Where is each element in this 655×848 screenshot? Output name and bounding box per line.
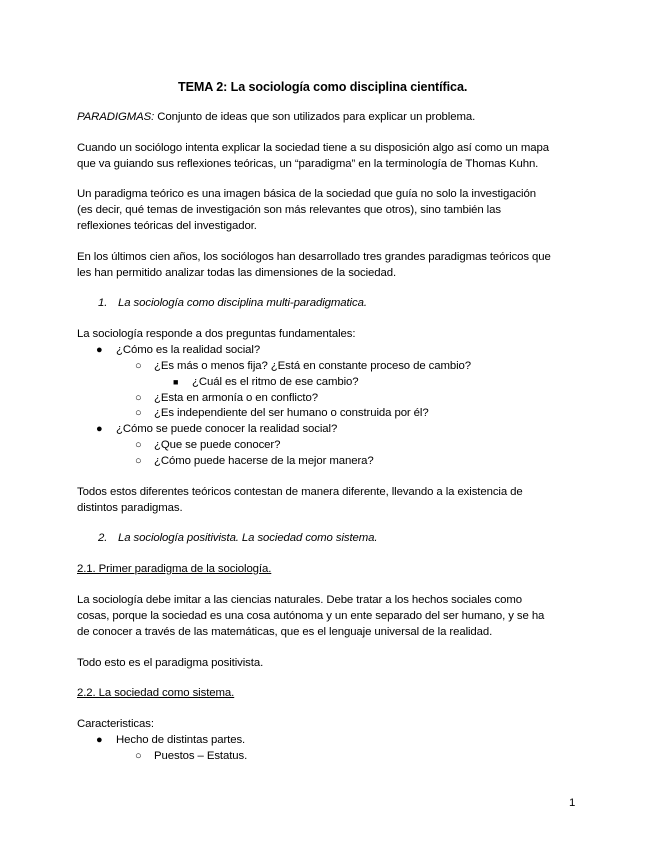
paragraph-line: distintos paradigmas. <box>77 502 183 514</box>
section-2-number: 2. <box>98 532 108 544</box>
disc-bullet-icon: ● <box>96 734 103 746</box>
caracteristicas-label: Caracteristicas: <box>77 718 154 730</box>
circle-bullet-icon: ○ <box>135 750 142 762</box>
paragraph-line: les han permitido analizar todas las dimensiones de la sociedad. <box>77 267 397 279</box>
paragraph-line: Cuando un sociólogo intenta explicar la sociedad tiene a su disposición algo así como un mapa <box>77 142 549 154</box>
paragraph-line: reflexiones teóricas del investigador. <box>77 220 257 232</box>
paradigmas-definition <box>77 110 475 124</box>
section-2-title: La sociología positivista. La sociedad como sistema. <box>118 532 378 544</box>
circle-bullet-icon: ○ <box>135 455 142 467</box>
circle-bullet-icon: ○ <box>135 392 142 404</box>
circle-bullet-icon: ○ <box>135 360 142 372</box>
paragraph-line: Todo esto es el paradigma positivista. <box>77 657 264 669</box>
paragraph-line: Un paradigma teórico es una imagen básica de la sociedad que guía no solo la investigación <box>77 188 536 200</box>
list-item: ¿Que se puede conocer? <box>154 439 281 451</box>
paradigmas-term: PARADIGMAS: <box>77 111 155 123</box>
list-item: ¿Es más o menos fija? ¿Está en constante proceso de cambio? <box>154 360 471 372</box>
paragraph-line: de conocer a través de las matemáticas, que es el lenguaje universal de la realidad. <box>77 626 493 638</box>
paradigmas-text: Conjunto de ideas que son utilizados para explicar un problema. <box>154 111 476 123</box>
paragraph-line: cosas, porque la sociedad es una cosa autónoma y un ente separado del ser humano, y se ha <box>77 610 545 622</box>
list-item: ¿Cómo se puede conocer la realidad social? <box>116 423 338 435</box>
circle-bullet-icon: ○ <box>135 407 142 419</box>
paragraph-line: que va guiando sus reflexiones teóricas, un “paradigma” en la terminología de Thomas Kuhn. <box>77 158 539 170</box>
section-1-title: La sociología como disciplina multi-paradigmatica. <box>118 297 367 309</box>
questions-intro: La sociología responde a dos preguntas fundamentales: <box>77 328 356 340</box>
list-item: ¿Cómo es la realidad social? <box>116 344 261 356</box>
subsection-2-2-heading: 2.2. La sociedad como sistema. <box>77 687 235 699</box>
section-1-number: 1. <box>98 297 108 309</box>
paragraph-line: En los últimos cien años, los sociólogos han desarrollado tres grandes paradigmas teóricos que <box>77 251 551 263</box>
square-bullet-icon: ■ <box>173 377 179 387</box>
circle-bullet-icon: ○ <box>135 439 142 451</box>
list-item: ¿Cuál es el ritmo de ese cambio? <box>192 376 359 388</box>
subsection-2-1-heading: 2.1. Primer paradigma de la sociología. <box>77 563 272 575</box>
disc-bullet-icon: ● <box>96 344 103 356</box>
document-title: TEMA 2: La sociología como disciplina científica. <box>178 80 468 94</box>
list-item: Puestos – Estatus. <box>154 750 248 762</box>
paragraph-line: (es decir, qué temas de investigación son más relevantes que otros), sino también las <box>77 204 501 216</box>
paragraph-line: La sociología debe imitar a las ciencias naturales. Debe tratar a los hechos sociales como <box>77 594 522 606</box>
page-number: 1 <box>569 797 576 809</box>
paragraph-line: Todos estos diferentes teóricos contestan de manera diferente, llevando a la existencia de <box>77 486 523 498</box>
disc-bullet-icon: ● <box>96 423 103 435</box>
list-item: ¿Cómo puede hacerse de la mejor manera? <box>154 455 374 467</box>
list-item: Hecho de distintas partes. <box>116 734 246 746</box>
list-item: ¿Es independiente del ser humano o construida por él? <box>154 407 429 419</box>
list-item: ¿Esta en armonía o en conflicto? <box>154 392 318 404</box>
